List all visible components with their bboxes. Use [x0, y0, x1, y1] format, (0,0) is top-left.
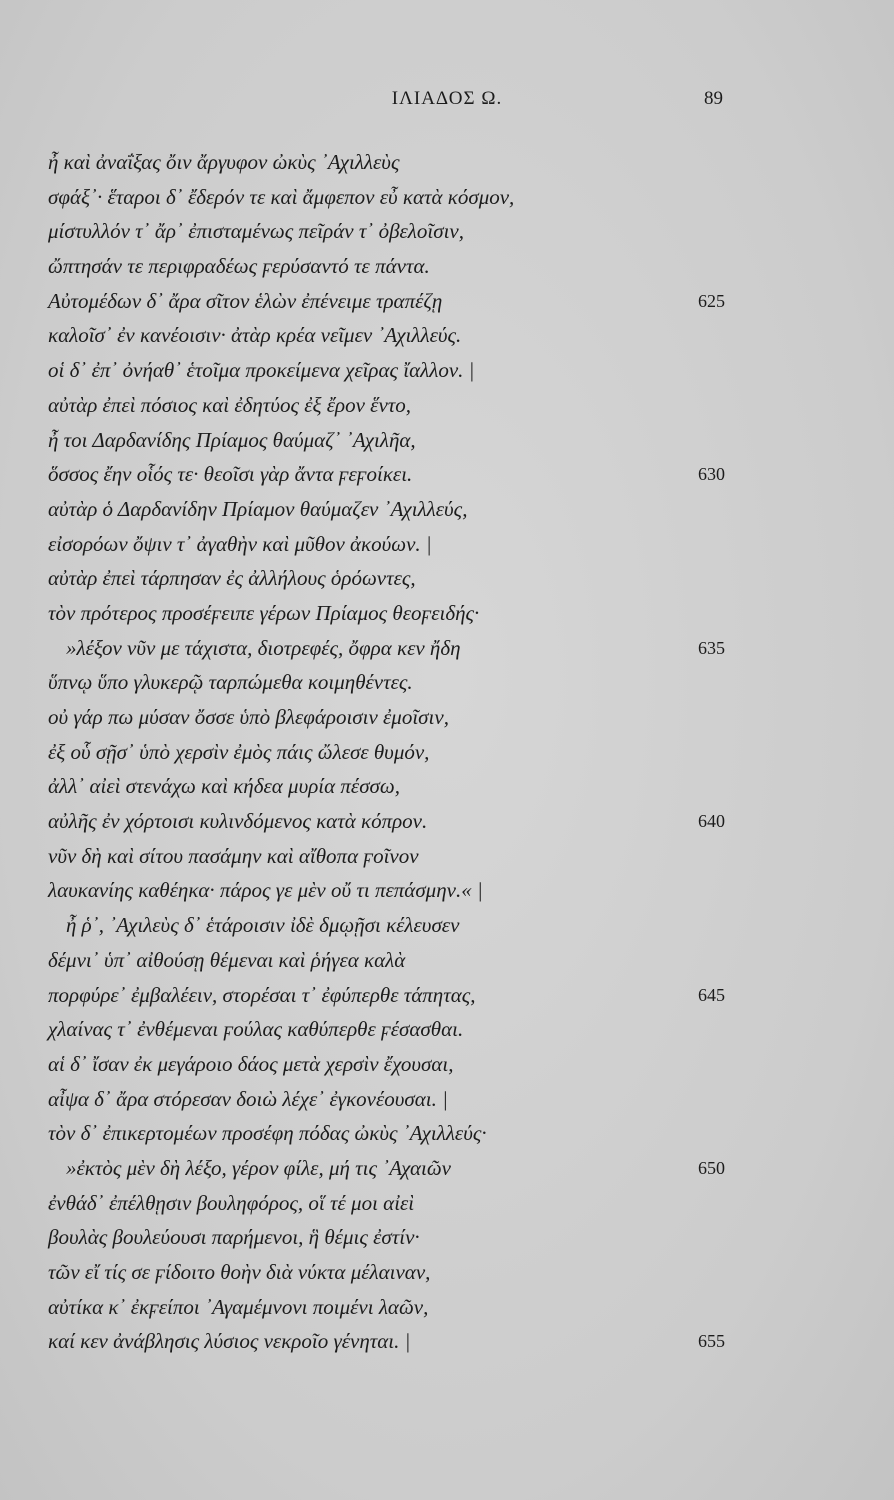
verse-line: [0, 1186, 894, 1221]
verse-line: [0, 700, 894, 735]
verse-line: [0, 1255, 894, 1290]
verse-text: οἱ δ᾿ ἐπ᾿ ὀνήαθ᾿ ἑτοῖμα προκείμενα χεῖρας ἴαλλον. |: [48, 358, 475, 383]
verse-line: [0, 1116, 894, 1151]
verse-text: χλαίνας τ᾿ ἐνθέμεναι ϝούλας καθύπερθε ϝέσασθαι.: [48, 1017, 464, 1042]
verse-line: [0, 839, 894, 874]
verse-line: [0, 908, 894, 943]
verse-text: ἀλλ᾿ αἰεὶ στενάχω καὶ κήδεα μυρία πέσσω,: [48, 774, 400, 799]
verse-line: [0, 318, 894, 353]
verse-text: ἦ τοι Δαρδανίδης Πρίαμος θαύμαζ᾿ ᾿Αχιλῆα,: [48, 427, 416, 452]
verse-block: [0, 145, 894, 1359]
verse-text: Αὐτομέδων δ᾿ ἄρα σῖτον ἑλὼν ἐπένειμε τραπέζῃ: [48, 288, 443, 313]
verse-text: βουλὰς βουλεύουσι παρήμενοι, ἣ θέμις ἐστίν·: [48, 1225, 420, 1250]
verse-text: δέμνι᾿ ὑπ᾿ αἰθούσῃ θέμεναι καὶ ῥήγεα καλὰ: [48, 947, 406, 972]
line-number: 640: [698, 811, 725, 832]
verse-text: ἦ καὶ ἀναΐξας ὄιν ἄργυφον ὠκὺς ᾿Αχιλλεὺς: [48, 150, 400, 174]
verse-text: αἱ δ᾿ ἴσαν ἐκ μεγάροιο δάος μετὰ χερσὶν ἔχουσαι,: [48, 1051, 454, 1076]
verse-line: [0, 1324, 894, 1359]
verse-line: [0, 388, 894, 423]
verse-line: [0, 631, 894, 666]
verse-text: καλοῖσ᾿ ἐν κανέοισιν· ἀτὰρ κρέα νεῖμεν ᾿Αχιλλεύς.: [48, 323, 462, 348]
verse-text: νῦν δὴ καὶ σίτου πασάμην καὶ αἴθοπα ϝοῖνον: [48, 843, 419, 868]
verse-line: [0, 735, 894, 770]
verse-text: εἰσορόων ὄψιν τ᾿ ἀγαθὴν καὶ μῦθον ἀκούων. |: [48, 531, 432, 556]
line-number: 650: [698, 1157, 725, 1178]
verse-text: ἐξ οὗ σῇσ᾿ ὑπὸ χερσὶν ἐμὸς πάις ὤλεσε θυμόν,: [48, 739, 430, 764]
verse-line: [0, 596, 894, 631]
verse-line: [0, 145, 894, 180]
page-number: 89: [704, 88, 723, 109]
verse-text: μίστυλλόν τ᾿ ἄρ᾿ ἐπισταμένως πεῖράν τ᾿ ὀβελοῖσιν,: [48, 219, 465, 244]
verse-text: αἶψα δ᾿ ἄρα στόρεσαν δοιὼ λέχε᾿ ἐγκονέουσαι. |: [48, 1086, 448, 1111]
line-number: 625: [698, 290, 725, 311]
verse-text: αὐτὰρ ἐπεὶ τάρπησαν ἐς ἀλλήλους ὁρόωντες,: [48, 566, 416, 591]
verse-text: ἐνθάδ᾿ ἐπέλθῃσιν βουληφόρος, οἵ τέ μοι αἰεὶ: [48, 1190, 415, 1215]
verse-line: [0, 1047, 894, 1082]
verse-line: [0, 492, 894, 527]
line-number: 655: [698, 1331, 725, 1352]
verse-text: τὸν δ᾿ ἐπικερτομέων προσέφη πόδας ὠκὺς ᾿Αχιλλεύς·: [48, 1121, 487, 1146]
verse-line: [0, 943, 894, 978]
verse-line: [0, 1290, 894, 1325]
verse-line: [0, 769, 894, 804]
verse-text: πορφύρε᾿ ἐμβαλέειν, στορέσαι τ᾿ ἐφύπερθε τάπητας,: [48, 982, 476, 1007]
verse-text: τὸν πρότερος προσέϝειπε γέρων Πρίαμος θεοϝειδής·: [48, 600, 480, 625]
verse-line: [0, 1012, 894, 1047]
verse-line: [0, 1220, 894, 1255]
verse-line: [0, 561, 894, 596]
verse-text: οὐ γάρ πω μύσαν ὄσσε ὑπὸ βλεφάροισιν ἐμοῖσιν,: [48, 705, 449, 729]
verse-line: [0, 180, 894, 215]
verse-text: ἦ ῥ᾿, ᾿Αχιλεὺς δ᾿ ἑτάροισιν ἰδὲ δμῳῇσι κέλευσεν: [66, 913, 460, 938]
verse-text: τῶν εἴ τίς σε ϝίδοιτο θοὴν διὰ νύκτα μέλαιναν,: [48, 1260, 431, 1284]
verse-text: καί κεν ἀνάβλησις λύσιος νεκροῖο γένηται. |: [48, 1329, 411, 1354]
verse-line: [0, 978, 894, 1013]
line-number: 630: [698, 464, 725, 485]
verse-line: [0, 665, 894, 700]
verse-line: [0, 1082, 894, 1117]
verse-text: ὅσσος ἔην οἷός τε· θεοῖσι γὰρ ἄντα ϝεϝοίκει.: [48, 462, 413, 487]
verse-text: αὐτὰρ ὁ Δαρδανίδην Πρίαμον θαύμαζεν ᾿Αχιλλεύς,: [48, 496, 468, 521]
verse-line: [0, 457, 894, 492]
verse-text: »λέξον νῦν με τάχιστα, διοτρεφές, ὄφρα κεν ἤδη: [66, 635, 461, 660]
verse-text: ὤπτησάν τε περιφραδέως ϝερύσαντό τε πάντα.: [48, 254, 430, 279]
line-number: 645: [698, 984, 725, 1005]
verse-text: αὐλῆς ἐν χόρτοισι κυλινδόμενος κατὰ κόπρον.: [48, 809, 428, 834]
running-title: ΙΛΙΑΔΟΣ Ω.: [391, 88, 503, 109]
verse-text: σφάξ᾿· ἕταροι δ᾿ ἔδερόν τε καὶ ἄμφεπον εὖ κατὰ κόσμον,: [48, 184, 515, 209]
verse-text: λαυκανίης καθέηκα· πάρος γε μὲν οὔ τι πεπάσμην.« |: [48, 878, 483, 903]
verse-text: ὕπνῳ ὕπο γλυκερῷ ταρπώμεθα κοιμηθέντες.: [48, 670, 413, 695]
verse-line: [0, 284, 894, 319]
verse-line: [0, 249, 894, 284]
verse-text: »ἐκτὸς μὲν δὴ λέξο, γέρον φίλε, μή τις ᾿Αχαιῶν: [66, 1155, 451, 1180]
verse-line: [0, 527, 894, 562]
verse-text: αὐτὰρ ἐπεὶ πόσιος καὶ ἐδητύος ἐξ ἔρον ἕντο,: [48, 392, 412, 417]
verse-line: [0, 1151, 894, 1186]
verse-line: [0, 423, 894, 458]
verse-line: [0, 804, 894, 839]
verse-line: [0, 873, 894, 908]
line-number: 635: [698, 637, 725, 658]
verse-line: [0, 353, 894, 388]
verse-line: [0, 214, 894, 249]
verse-text: αὐτίκα κ᾿ ἐκϝείποι ᾿Αγαμέμνονι ποιμένι λαῶν,: [48, 1294, 429, 1319]
